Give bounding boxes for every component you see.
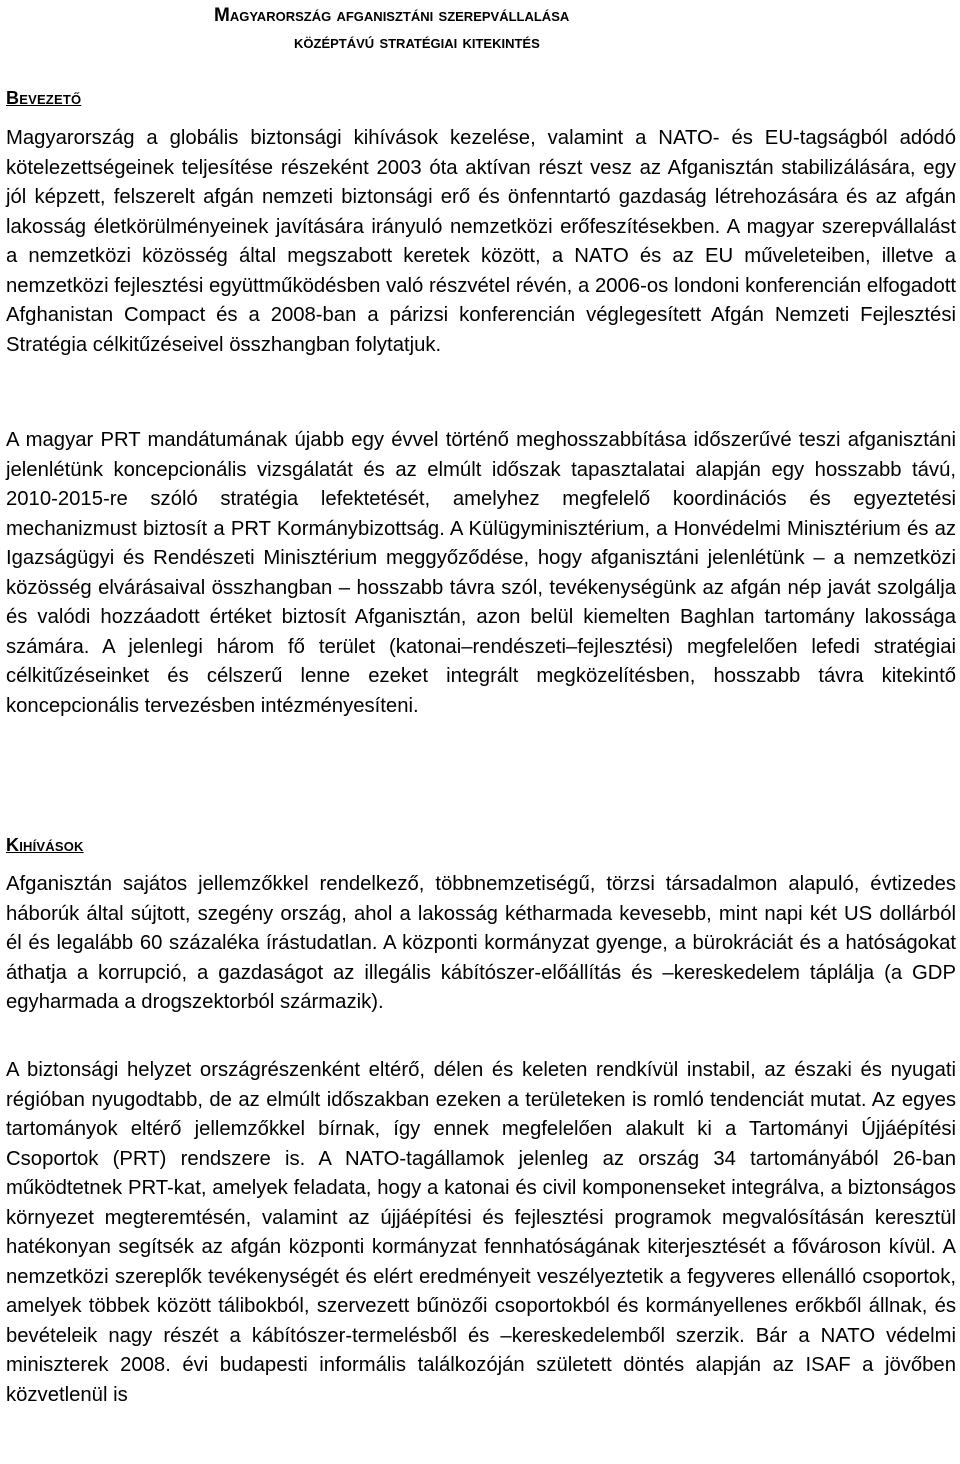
heading-introduction: Bevezető xyxy=(6,88,82,108)
challenges-paragraph-1: Afganisztán sajátos jellemzőkkel rendelkező, többnemzetiségű, törzsi társadalmon alapuló, évtizedes háborúk által sújtott, szegény ország, ahol a lakosság kétharmada kevesebb, mint napi két US dollárból él és legalább 60 százaléka írástudatlan. A központi kormányzat gyenge, a bürokráciát és a hatóságokat áthatja a korrupció, a gazdaságot az illegális kábítószer-előállítás és –kereskedelem táplálja (a GDP egyharmada a drogszektorból származik). xyxy=(6,873,956,1013)
challenges-paragraph-2: A biztonsági helyzet országrészenként eltérő, délen és keleten rendkívül instabil, az északi és nyugati régióban nyugodtabb, de az elmúlt időszakban ezeken a területeken is romló tendenciát mutat. Az egyes tartományok eltérő jellemzőkkel bírnak, így ennek megfelelően alakult ki a Tartományi Újjáépítési Csoportok (PRT) rendszere is. A NATO-tagállamok jelenleg az ország 34 tartományából 26-ban működtetnek PRT-kat, amelyek feladata, hogy a katonai és civil komponenseket integrálva, a biztonságos környezet megteremtésén, valamint az újjáépítési és fejlesztési programok megvalósításán keresztül hatékonyan segítsék az afgán központi kormányzat fennhatóságának kiterjesztését a fővároson kívül. A nemzetközi szereplők tevékenységét és elért eredményeit veszélyeztetik a fegyveres ellenálló csoportok, amelyek többek között tálibokból, szervezett bűnözői csoportokból és kormányellenes erőkből állnak, és bevételeik nagy részét a kábítószer-termelésből és –kereskedelemből szerzik. Bár a NATO védelmi miniszterek 2008. évi budapesti informális találkozóján született döntés alapján az ISAF a jövőben közvetlenül is xyxy=(6,1059,956,1406)
heading-challenges: Kihívások xyxy=(6,835,84,855)
title-line-subtitle: középtávú stratégiai kitekintés xyxy=(294,32,540,53)
document-title xyxy=(214,2,754,56)
intro-paragraph-1: Magyarország a globális biztonsági kihívások kezelése, valamint a NATO- és EU-tagságból adódó kötelezettségeinek teljesítése részeként 2003 óta aktívan részt vesz az Afganisztán stabilizálására, egy jól képzett, felszerelt afgán nemzeti biztonsági erő és önfenntartó gazdaság létrehozására és az afgán lakosság életkörülményeinek javítására irányuló nemzetközi erőfeszítésekben. A magyar szerepvállalást a nemzetközi közösség által megszabott keretek között, a NATO és az EU műveleteiben, illetve a nemzetközi fejlesztési együttműködésben való részvétel révén, a 2006-os londoni konferencián elfogadott Afghanistan Compact és a 2008-ban a párizsi konferencián véglegesített Afgán Nemzeti Fejlesztési Stratégia célkitűzéseivel összhangban folytatjuk. xyxy=(6,127,956,356)
title-line-main: Magyarország afganisztáni szerepvállalása xyxy=(214,5,570,26)
intro-paragraph-2: A magyar PRT mandátumának újabb egy évvel történő meghosszabbítása időszerűvé teszi afganisztáni jelenlétünk koncepcionális vizsgálatát és az elmúlt időszak tapasztalatai alapján egy hosszabb távú, 2010-2015-re szóló stratégia lefektetését, amelyhez megfelelő koordinációs és egyeztetési mechanizmust biztosít a PRT Kormánybizottság. A Külügyminisztérium, a Honvédelmi Minisztérium és az Igazságügyi és Rendészeti Minisztérium meggyőződése, hogy afganisztáni jelenlétünk – a nemzetközi közösség elvárásaival összhangban – hosszabb távra szól, tevékenységünk az afgán nép javát szolgálja és valódi hozzáadott értéket biztosít Afganisztán, azon belül kiemelten Baghlan tartomány lakossága számára. A jelenlegi három fő terület (katonai–rendészeti–fejlesztési) megfelelően lefedi stratégiai célkitűzéseinket és célszerű lenne ezeket integrált megközelítésben, hosszabb távra kitekintő koncepcionális tervezésben intézményesíteni. xyxy=(6,429,956,717)
